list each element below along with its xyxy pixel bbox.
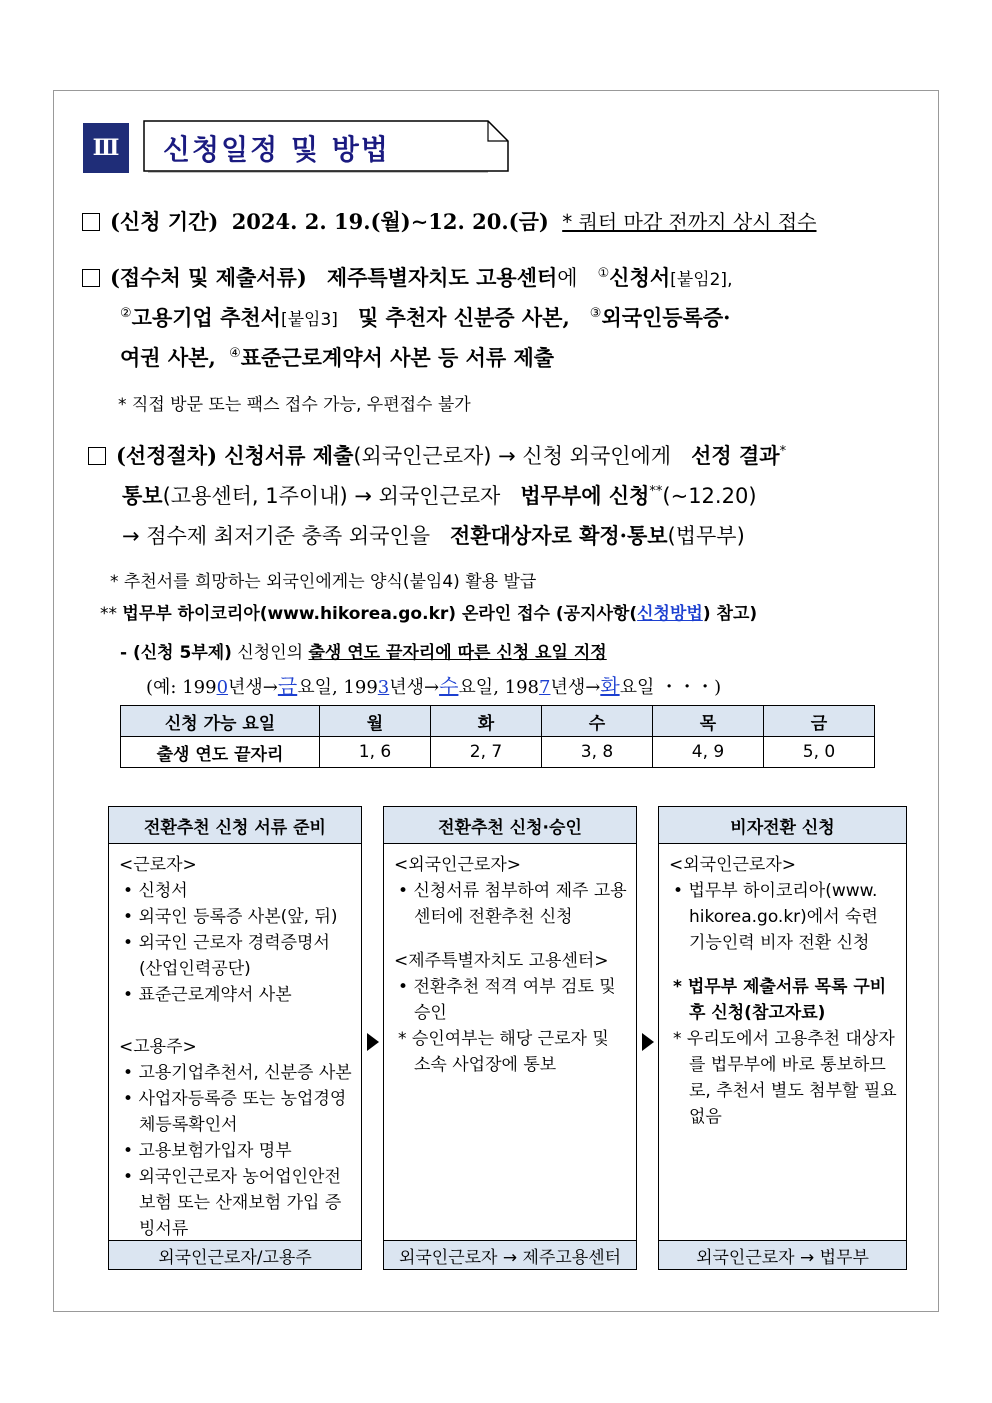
- item3-moj-apply: 법무부에 신청: [520, 483, 650, 508]
- five-day-rule: [120, 638, 607, 663]
- flow-step-recommend-approve: [383, 806, 637, 1270]
- item3-notify: 통보: [122, 483, 163, 508]
- list-item-text: 신청서류 첨부하여 제주 고용센터에 전환추천 신청: [413, 881, 627, 927]
- item1-note: * 쿼터 마감 전까지 상시 접수: [562, 210, 817, 234]
- list-item: * 법무부 제출서류 목록 구비후 신청(참고자료): [673, 977, 887, 1023]
- rule-text: 신청인의: [231, 643, 309, 663]
- item1-period: 2024. 2. 19.(월)∼12. 20.(금): [231, 209, 549, 234]
- list-item-text: 사업자등록증 또는 농업경영체등록확인서: [138, 1089, 347, 1135]
- table-header-cell: 화: [431, 706, 542, 737]
- list-item: • 법무부 하이코리아(www. hikorea.go.kr)에서 숙련 기능인력 비자 전환 신청: [673, 881, 878, 953]
- list-item-text: 고용기업추천서, 신분증 사본: [138, 1063, 352, 1083]
- flow-arrow-icon: [642, 1033, 654, 1051]
- list-item: • 외국인근로자 농어업인안전보험 또는 산재보험 가입 증빙서류: [123, 1167, 342, 1239]
- item3-confirm: 전환대상자로 확정·통보: [450, 523, 668, 548]
- list-item: • 외국인 근로자 경력증명서 (산업인력공단): [123, 933, 330, 979]
- example-text: 년생→: [228, 677, 278, 698]
- list-item-text: 고용보험가입자 명부: [138, 1141, 292, 1161]
- footnote-mark-1: *: [779, 444, 787, 459]
- item3-label: (선정절차) 신청서류 제출: [116, 443, 354, 468]
- doc-id-copy: 및 추천자 신분증 사본,: [357, 305, 570, 330]
- rule-emphasis: 출생 연도 끝자리에 따른 신청 요일 지정: [308, 643, 607, 663]
- note2-text-end: ) 참고): [702, 604, 758, 624]
- example-text: (예: 199: [146, 677, 217, 698]
- example-day: 수: [439, 674, 459, 698]
- list-item-text: 전환추천 적격 여부 검토 및 승인: [413, 977, 616, 1023]
- application-method-link[interactable]: 신청방법: [637, 604, 703, 624]
- item-selection-line2: [122, 480, 757, 510]
- checkbox-square-icon: [88, 447, 106, 465]
- item1-label: (신청 기간): [110, 209, 219, 234]
- flow-step-prepare-documents: [108, 806, 362, 1270]
- list-item-text: 외국인근로자 농어업인안전보험 또는 산재보험 가입 증빙서류: [138, 1167, 342, 1239]
- checkbox-square-icon: [82, 269, 100, 287]
- example-text: 년생→: [550, 677, 601, 698]
- list-item: • 표준근로계약서 사본: [123, 985, 292, 1005]
- item2-particle: 에: [557, 266, 578, 290]
- list-item: * 우리도에서 고용추천 대상자를 법무부에 바로 통보하므로, 추천서 별도 첨부할 필요 없음: [673, 1029, 897, 1127]
- checkbox-square-icon: [82, 213, 100, 231]
- flow-step-actor: 외국인근로자 → 제주고용센터: [384, 1240, 636, 1269]
- employer-heading: <고용주>: [119, 1037, 197, 1057]
- table-header-cell: 월: [320, 706, 431, 737]
- rule-example: [146, 670, 721, 699]
- number-1: ①: [597, 266, 610, 281]
- item3-moj: (법무부): [667, 524, 745, 548]
- table-header-cell: 목: [653, 706, 764, 737]
- doc-labor-contract: 표준근로계약서 사본 등 서류 제출: [240, 345, 555, 370]
- list-item-text: 신청서: [138, 881, 188, 901]
- example-digit: 7: [539, 677, 551, 698]
- list-item-text: 외국인 등록증 사본(앞, 뒤): [138, 907, 338, 927]
- table-cell: 1, 6: [320, 737, 431, 768]
- note-text: 우리도에서 고용추천 대상자를 법무부에 바로 통보하므로, 추천서 별도 첨부할 필요 없음: [686, 1029, 897, 1127]
- list-item: • 고용기업추천서, 신분증 사본: [123, 1063, 352, 1083]
- doc-application-form: 신청서: [609, 265, 671, 290]
- table-cell: 5, 0: [764, 737, 875, 768]
- worker-heading: <외국인근로자>: [394, 855, 522, 875]
- doc-recommendation: 고용기업 추천서: [131, 305, 281, 330]
- flow-step-body: [109, 844, 361, 1242]
- worker-heading: <외국인근로자>: [669, 855, 797, 875]
- table-header-cell: 수: [542, 706, 653, 737]
- number-2: ②: [120, 306, 132, 321]
- number-4: ④: [229, 346, 241, 361]
- list-item: • 전환추천 적격 여부 검토 및 승인: [398, 977, 616, 1023]
- flow-step-actor: 외국인근로자/고용주: [109, 1240, 361, 1269]
- example-digit: 3: [377, 677, 390, 698]
- attachment-3-ref: [붙임3]: [280, 310, 338, 330]
- table-row-label: 출생 연도 끝자리: [121, 737, 320, 768]
- item2-note: * 직접 방문 또는 팩스 접수 가능, 우편접수 불가: [118, 395, 471, 415]
- section-number-badge: Ⅲ: [83, 123, 129, 173]
- attachment-2-ref: [붙임2],: [670, 270, 733, 290]
- list-item-text: 법무부 하이코리아(www. hikorea.go.kr)에서 숙련 기능인력 비자 전환 신청: [688, 881, 878, 953]
- list-item: • 외국인 등록증 사본(앞, 뒤): [123, 907, 338, 927]
- table-cell: 2, 7: [431, 737, 542, 768]
- item3-text1: (외국인근로자) → 신청 외국인에게: [353, 444, 672, 468]
- note-bold-text: 법무부 제출서류 목록 구비후 신청(참고자료): [687, 977, 887, 1023]
- example-digit: 0: [216, 677, 229, 698]
- flow-step-title: 전환추천 신청·승인: [384, 807, 636, 844]
- example-day: 화: [600, 674, 620, 698]
- item2-label: (접수처 및 제출서류): [110, 265, 307, 290]
- center-heading: <제주특별자치도 고용센터>: [394, 951, 609, 971]
- example-text: 요일 ・・・): [619, 677, 722, 698]
- worker-heading: <근로자>: [119, 855, 197, 875]
- example-text: 요일, 199: [297, 677, 378, 698]
- note-text: 승인여부는 해당 근로자 및 소속 사업장에 통보: [411, 1029, 609, 1075]
- table-row: [121, 737, 875, 768]
- item-submission-line3: [120, 342, 554, 372]
- application-day-table: [120, 705, 875, 768]
- note2-mark: **: [100, 604, 123, 624]
- table-cell: 3, 8: [542, 737, 653, 768]
- list-item-text: 외국인 근로자 경력증명서 (산업인력공단): [138, 933, 330, 979]
- list-item: • 사업자등록증 또는 농업경영체등록확인서: [123, 1089, 347, 1135]
- table-header-cell: 신청 가능 요일: [121, 706, 320, 737]
- item-submission-line1: [82, 262, 732, 292]
- example-text: 년생→: [389, 677, 440, 698]
- flow-step-title: 비자전환 신청: [659, 807, 906, 844]
- flow-step-title: 전환추천 신청 서류 준비: [109, 807, 361, 844]
- table-cell: 4, 9: [653, 737, 764, 768]
- list-item: • 신청서류 첨부하여 제주 고용센터에 전환추천 신청: [398, 881, 627, 927]
- item3-deadline: (~12.20): [662, 484, 757, 508]
- item-selection-line1: [88, 440, 786, 470]
- doc-alien-registration: 외국인등록증·: [601, 305, 731, 330]
- item3-text2: (고용센터, 1주이내) → 외국인근로자: [162, 484, 501, 508]
- list-item: * 승인여부는 해당 근로자 및 소속 사업장에 통보: [398, 1029, 609, 1075]
- footnote-mark-2: **: [649, 484, 663, 499]
- example-day: 금: [277, 674, 298, 698]
- item2-office: 제주특별자치도 고용센터: [326, 265, 558, 290]
- example-text: 요일, 198: [458, 677, 539, 698]
- item-application-period: [82, 206, 817, 236]
- table-row: [121, 706, 875, 737]
- item3-note2: [100, 599, 757, 624]
- doc-passport-copy: 여권 사본,: [120, 345, 216, 370]
- flow-arrow-icon: [367, 1033, 379, 1051]
- item-selection-line3: [122, 520, 745, 550]
- section-title: 신청일정 및 방법: [163, 133, 390, 166]
- list-item: • 신청서: [123, 881, 188, 901]
- item3-note1: * 추천서를 희망하는 외국인에게는 양식(붙임4) 활용 발급: [110, 572, 537, 592]
- flow-step-body: [384, 844, 636, 1078]
- item3-selection-result: 선정 결과: [691, 443, 780, 468]
- item-submission-line2: [120, 302, 730, 332]
- number-3: ③: [589, 306, 602, 321]
- flow-step-body: [659, 844, 906, 1130]
- rule-label: - (신청 5부제): [120, 643, 232, 663]
- table-header-cell: 금: [764, 706, 875, 737]
- note2-text: 법무부 하이코리아(www.hikorea.go.kr) 온라인 접수 (공지사항(: [122, 604, 638, 624]
- item3-text3: → 점수제 최저기준 충족 외국인을: [122, 524, 431, 548]
- flow-step-actor: 외국인근로자 → 법무부: [659, 1240, 906, 1269]
- list-item-text: 표준근로계약서 사본: [138, 985, 292, 1005]
- flow-step-visa-change: [658, 806, 907, 1270]
- list-item: • 고용보험가입자 명부: [123, 1141, 292, 1161]
